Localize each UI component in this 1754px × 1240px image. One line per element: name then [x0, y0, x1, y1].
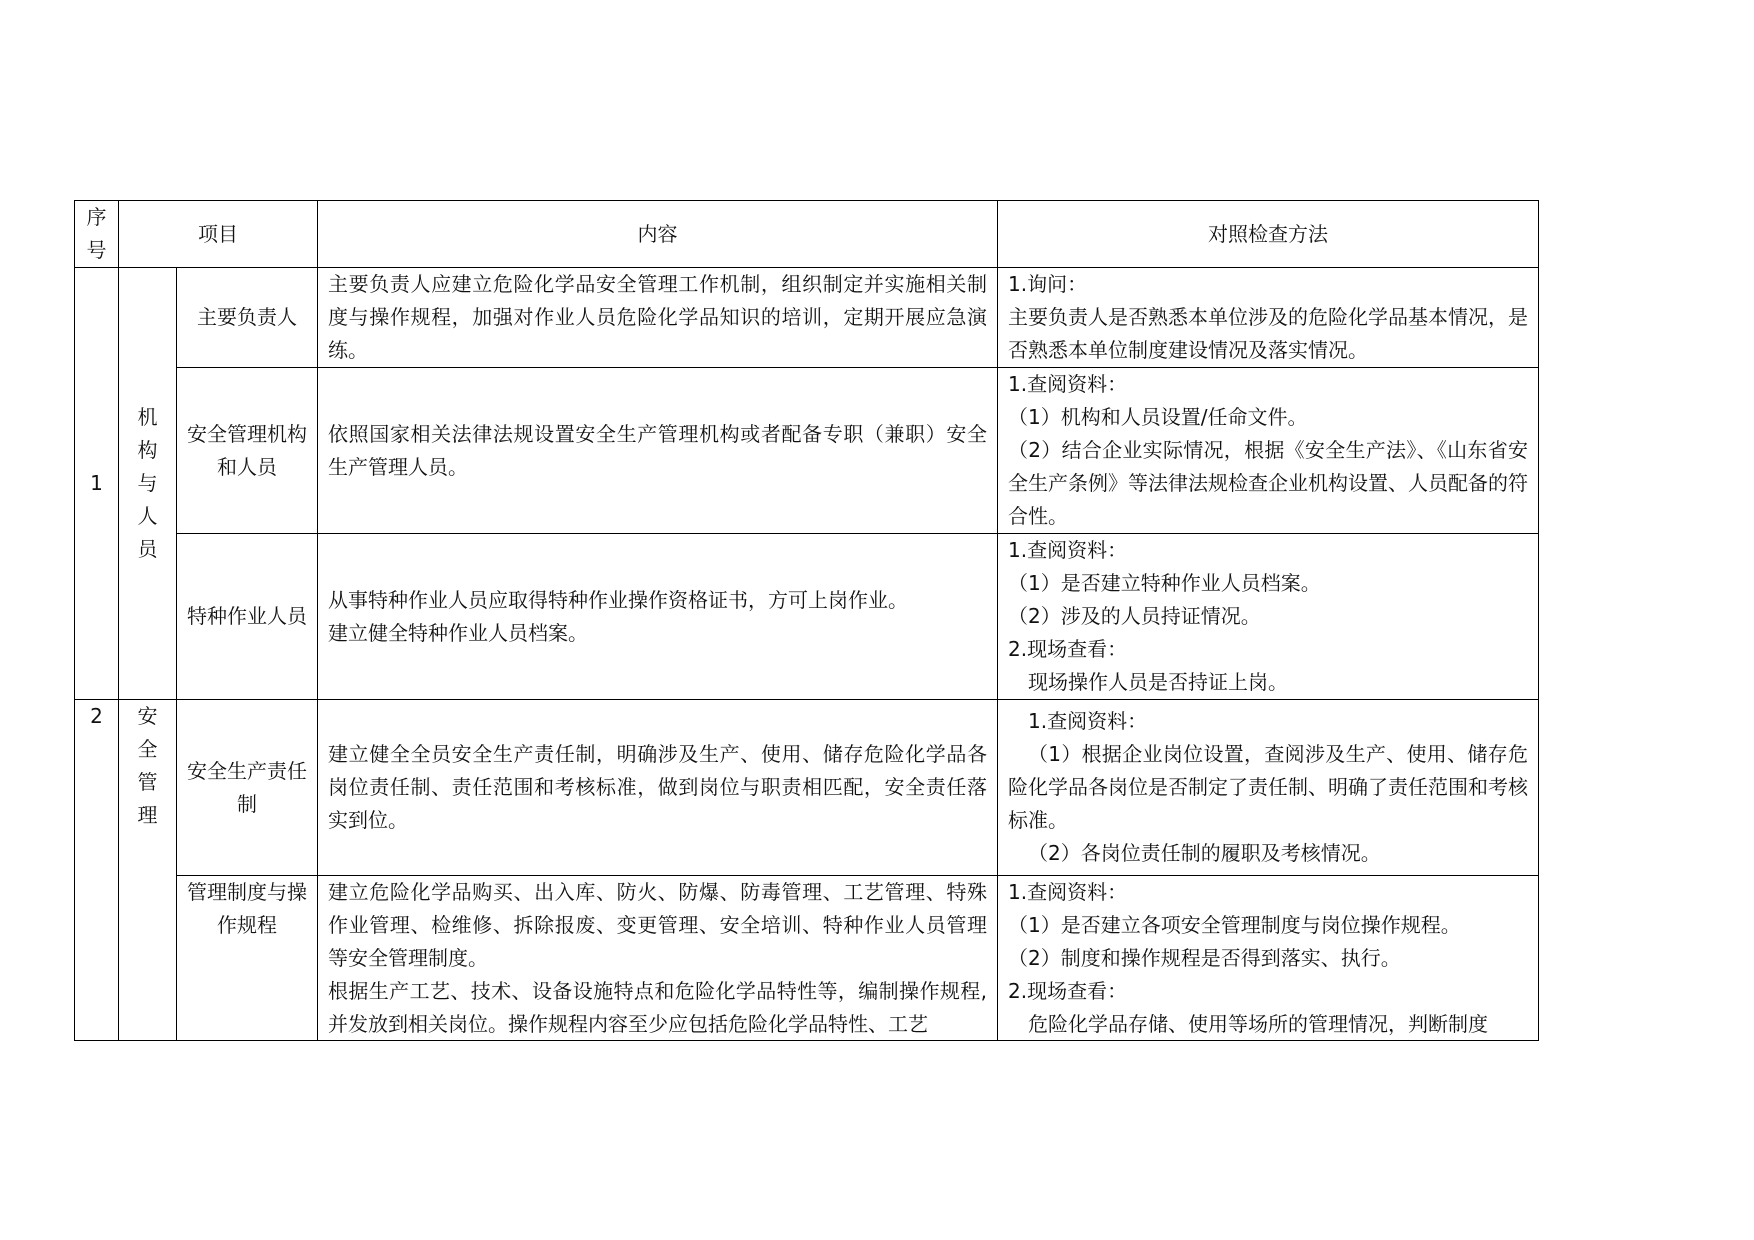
category-char: 全 [137, 737, 158, 761]
table-row [75, 268, 1539, 368]
section-2-category [119, 700, 177, 1041]
method-cell [998, 268, 1539, 368]
category-char: 构 [137, 438, 158, 462]
content-text: 建立危险化学品购买、出入库、防火、防爆、防毒管理、工艺管理、特殊作业管理、检维修、拆除报废、变更管理、安全培训、特种作业人员管理等安全管理制度。 [328, 880, 987, 970]
method-cell [998, 368, 1539, 534]
section-2-seq: 2 [75, 700, 119, 1041]
method-text: （2）结合企业实际情况，根据《安全生产法》、《山东省安全生产条例》等法律法规检查企业机构设置、人员配备的符合性。 [1008, 438, 1528, 528]
header-seq-char: 号 [86, 238, 107, 262]
content-cell [318, 700, 998, 876]
table-row [75, 876, 1539, 1041]
table-row [75, 368, 1539, 534]
method-text: 危险化学品存储、使用等场所的管理情况，判断制度 [1028, 1012, 1488, 1036]
table-row [75, 700, 1539, 876]
item-main-responsible: 主要负责人 [177, 268, 318, 368]
method-text: （2）制度和操作规程是否得到落实、执行。 [1008, 946, 1401, 970]
content-text: 根据生产工艺、技术、设备设施特点和危险化学品特性等，编制操作规程,并发放到相关岗位。操作规程内容至少应包括危险化学品特性、工艺 [328, 979, 987, 1036]
method-text: 主要负责人是否熟悉本单位涉及的危险化学品基本情况，是否熟悉本单位制度建设情况及落实情况。 [1008, 305, 1528, 362]
section-1-category [119, 268, 177, 700]
table-row [75, 534, 1539, 700]
method-cell [998, 534, 1539, 700]
header-item: 项目 [119, 201, 318, 268]
content-text: 建立健全全员安全生产责任制，明确涉及生产、使用、储存危险化学品各岗位责任制、责任范围和考核标准，做到岗位与职责相匹配，安全责任落实到位。 [328, 742, 987, 832]
content-text: 依照国家相关法律法规设置安全生产管理机构或者配备专职（兼职）安全生产管理人员。 [328, 421, 987, 479]
content-text: 从事特种作业人员应取得特种作业操作资格证书，方可上岗作业。 [328, 587, 908, 612]
method-text: 1.查阅资料： [1028, 709, 1148, 733]
inspection-table [74, 200, 1539, 1041]
method-text: 2.现场查看： [1008, 637, 1128, 661]
content-text: 建立健全特种作业人员档案。 [328, 620, 588, 645]
method-text: 1.询问： [1008, 272, 1088, 296]
method-text: （1）是否建立特种作业人员档案。 [1008, 571, 1321, 595]
header-method: 对照检查方法 [998, 201, 1539, 268]
method-text: （1）机构和人员设置/任命文件。 [1008, 405, 1308, 429]
item-responsibility-system: 安全生产责任制 [177, 700, 318, 876]
content-cell [318, 876, 998, 1041]
item-management-rules: 管理制度与操作规程 [177, 876, 318, 1041]
category-char: 员 [137, 537, 158, 561]
category-char: 与 [137, 471, 158, 495]
category-char: 人 [137, 504, 158, 528]
content-text: 主要负责人应建立危险化学品安全管理工作机制，组织制定并实施相关制度与操作规程，加强对作业人员危险化学品知识的培训，定期开展应急演练。 [328, 272, 987, 362]
item-safety-org: 安全管理机构和人员 [177, 368, 318, 534]
section-1-seq: 1 [75, 268, 119, 700]
item-special-operators: 特种作业人员 [177, 534, 318, 700]
method-text: 1.查阅资料： [1008, 372, 1128, 396]
method-text: （2）涉及的人员持证情况。 [1008, 604, 1261, 628]
content-cell [318, 368, 998, 534]
method-text: （2）各岗位责任制的履职及考核情况。 [1028, 841, 1381, 865]
category-char: 管 [137, 770, 158, 794]
method-text: （1）根据企业岗位设置，查阅涉及生产、使用、储存危险化学品各岗位是否制定了责任制、明确了责任范围和考核标准。 [1008, 742, 1528, 832]
method-text: 现场操作人员是否持证上岗。 [1028, 670, 1288, 694]
content-cell [318, 268, 998, 368]
method-cell [998, 700, 1539, 876]
method-cell [998, 876, 1539, 1041]
header-seq [75, 201, 119, 268]
category-char: 安 [137, 704, 158, 728]
method-text: 1.查阅资料： [1008, 538, 1128, 562]
header-content: 内容 [318, 201, 998, 268]
method-text: 1.查阅资料： [1008, 880, 1128, 904]
method-text: （1）是否建立各项安全管理制度与岗位操作规程。 [1008, 913, 1461, 937]
table-header-row [75, 201, 1539, 268]
category-char: 机 [137, 405, 158, 429]
category-char: 理 [137, 803, 158, 827]
header-seq-char: 序 [86, 205, 107, 229]
method-text: 2.现场查看： [1008, 979, 1128, 1003]
content-cell [318, 534, 998, 700]
